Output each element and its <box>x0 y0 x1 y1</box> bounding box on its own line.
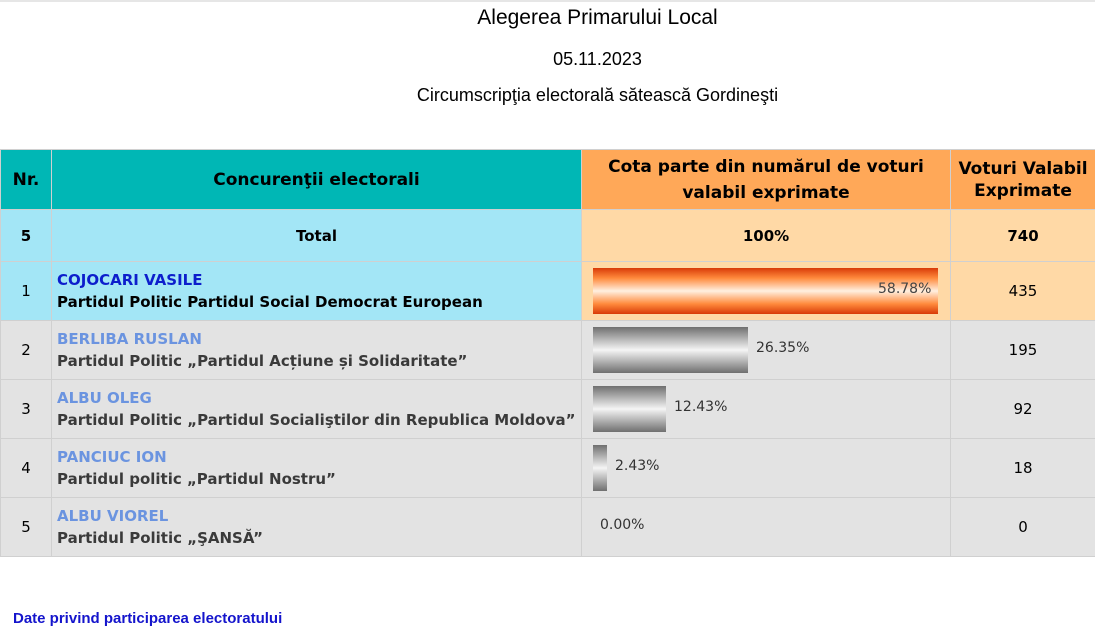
candidate-cell <box>52 262 582 321</box>
row-votes: 18 <box>951 439 1095 498</box>
column-header-candidates: Concurenţii electorali <box>52 150 582 210</box>
share-percent: 58.78% <box>878 281 932 297</box>
share-bar <box>593 327 748 373</box>
column-header-votes: Voturi Valabil Exprimate <box>951 150 1095 210</box>
row-votes: 435 <box>951 262 1095 321</box>
candidate-cell <box>52 380 582 439</box>
total-share: 100% <box>582 210 951 262</box>
row-nr: 2 <box>1 321 52 380</box>
share-cell <box>582 321 951 380</box>
share-bar <box>593 386 666 432</box>
total-label: Total <box>52 210 582 262</box>
row-nr: 3 <box>1 380 52 439</box>
column-header-share: Cota parte din numărul de voturi valabil exprimate <box>582 150 951 210</box>
page-title: Alegerea Primarului Local <box>477 6 718 29</box>
row-votes: 92 <box>951 380 1095 439</box>
candidate-cell <box>52 321 582 380</box>
table-row <box>1 439 1095 498</box>
total-votes: 740 <box>951 210 1095 262</box>
total-nr: 5 <box>1 210 52 262</box>
table-header <box>1 150 1095 210</box>
row-nr: 5 <box>1 498 52 557</box>
share-percent: 26.35% <box>756 340 810 356</box>
share-cell <box>582 262 951 321</box>
share-percent: 12.43% <box>674 399 728 415</box>
candidate-name[interactable]: PANCIUC ION <box>57 447 167 466</box>
party-name: Partidul politic „Partidul Nostru” <box>57 469 336 488</box>
table-row <box>1 498 1095 557</box>
results-table <box>0 149 1095 557</box>
participation-link[interactable]: Date privind participarea electoratului <box>13 610 283 627</box>
party-name: Partidul Politic „Partidul Socialiştilor din Republica Moldova” <box>57 410 576 429</box>
candidate-name[interactable]: BERLIBA RUSLAN <box>57 329 202 348</box>
table-row <box>1 262 1095 321</box>
row-nr: 4 <box>1 439 52 498</box>
column-header-nr: Nr. <box>1 150 52 210</box>
party-name: Partidul Politic Partidul Social Democrat European <box>57 292 483 311</box>
candidate-name[interactable]: ALBU VIOREL <box>57 506 169 525</box>
table-row <box>1 321 1095 380</box>
row-nr: 1 <box>1 262 52 321</box>
candidate-name[interactable]: ALBU OLEG <box>57 388 152 407</box>
row-votes: 195 <box>951 321 1095 380</box>
share-percent: 0.00% <box>600 517 645 533</box>
circumscription-name: Circumscripţia electorală sătească Gordineşti <box>416 85 779 105</box>
top-border <box>0 0 1095 2</box>
party-name: Partidul Politic „ŞANSĂ” <box>57 528 263 547</box>
share-cell <box>582 439 951 498</box>
party-name: Partidul Politic „Partidul Acțiune și Solidaritate” <box>57 351 468 370</box>
election-date: 05.11.2023 <box>553 49 642 69</box>
table-row <box>1 380 1095 439</box>
candidate-cell <box>52 439 582 498</box>
candidate-cell <box>52 498 582 557</box>
row-votes: 0 <box>951 498 1095 557</box>
total-row <box>1 210 1095 262</box>
share-percent: 2.43% <box>615 458 660 474</box>
share-bar <box>593 445 607 491</box>
candidate-name[interactable]: COJOCARI VASILE <box>57 270 203 289</box>
share-cell <box>582 498 951 557</box>
share-cell <box>582 380 951 439</box>
